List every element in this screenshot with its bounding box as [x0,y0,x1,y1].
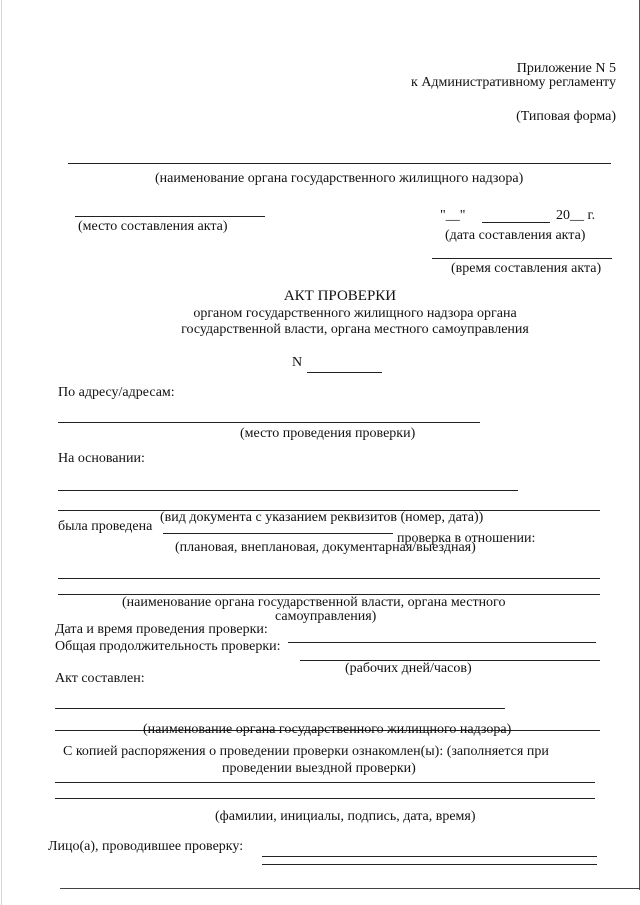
compiler-name-caption: (наименование органа государственного жилищного надзора) [143,722,512,737]
inspection-place-field[interactable] [58,422,480,423]
inspector-field-line-1[interactable] [262,856,597,857]
inspection-place-caption: (место проведения проверки) [240,426,416,441]
act-title-line-2: органом государственного жилищного надзора органа [193,306,517,321]
page-edge-left [1,0,2,905]
datetime-field[interactable] [288,642,596,643]
subject-name-caption-line-2: самоуправления) [275,609,377,624]
act-title-line-3: государственной власти, органа местного самоуправления [181,322,529,337]
duration-label: Общая продолжительность проверки: [55,639,281,654]
acquainted-field-line-2[interactable] [55,798,595,799]
order-copy-line-2: проведении выездной проверки) [222,761,416,776]
document-type-caption: (вид документа с указанием реквизитов (номер, дата)) [160,510,484,525]
act-date-month-field[interactable] [482,222,550,223]
basis-label: На основании: [58,451,145,466]
subject-field-line-1[interactable] [58,578,600,579]
act-date-year: 20__ г. [556,208,596,223]
page-edge-bottom [60,888,640,889]
inspector-label: Лицо(а), проводившее проверку: [48,839,244,854]
act-time-field[interactable] [432,258,612,259]
act-date-day: "__" [440,208,466,223]
signatures-caption: (фамилии, инициалы, подпись, дата, время) [215,809,476,824]
act-place-field[interactable] [75,216,265,217]
act-place-caption: (место составления акта) [78,219,228,234]
authority-name-field[interactable] [68,163,611,164]
regulation-reference: к Административному регламенту [411,75,616,90]
subject-name-caption-line-1: (наименование органа государственной власти, органа местного [122,595,506,610]
authority-name-caption: (наименование органа государственного жилищного надзора) [155,171,524,186]
act-title: АКТ ПРОВЕРКИ [283,288,397,304]
act-date-caption: (дата составления акта) [445,228,586,243]
act-number-label: N [292,355,303,370]
datetime-label: Дата и время проведения проверки: [55,622,268,637]
compiled-label: Акт составлен: [55,671,145,686]
act-time-caption: (время составления акта) [451,261,602,276]
conducted-label: была проведена [58,519,153,534]
address-label: По адресу/адресам: [58,385,175,400]
inspection-kind-field[interactable] [163,533,393,534]
inspection-kind-caption: (плановая, внеплановая, документарная/выездная) [175,540,476,555]
appendix-number: Приложение N 5 [516,61,616,76]
inspector-field-line-2[interactable] [262,864,597,865]
acquainted-field-line-1[interactable] [55,782,595,783]
compiler-field-line-1[interactable] [55,708,505,709]
order-copy-line-1: С копией распоряжения о проведении проверки ознакомлен(ы): (заполняется при [63,744,549,759]
relation-label: проверка в отношении: [397,531,536,546]
act-number-field[interactable] [307,372,382,373]
basis-field-line-1[interactable] [58,490,518,491]
duration-units-caption: (рабочих дней/часов) [345,661,472,676]
form-type-note: (Типовая форма) [516,109,616,124]
